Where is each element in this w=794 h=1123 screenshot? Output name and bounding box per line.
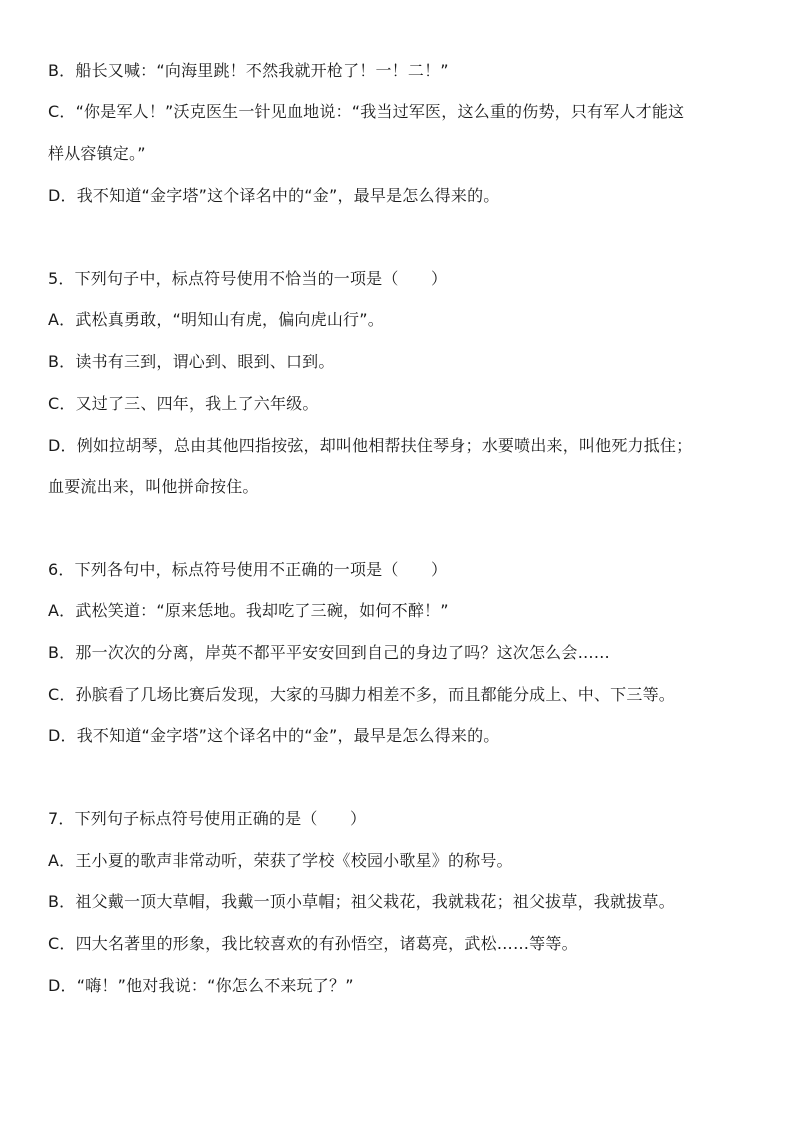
question-5-stem: 5．下列句子中，标点符号使用不恰当的一项是（ ） bbox=[48, 269, 448, 288]
q5-option-c: C．又过了三、四年，我上了六年级。 bbox=[48, 394, 319, 413]
q6-option-b: B．那一次次的分离，岸英不都平平安安回到自己的身边了吗？这次怎么会…… bbox=[48, 643, 610, 662]
q5-option-d-continued: 血要流出来，叫他拼命按住。 bbox=[48, 477, 259, 496]
q5-option-d: D．例如拉胡琴，总由其他四指按弦，却叫他相帮扶住琴身；水要喷出来，叫他死力抵住； bbox=[48, 436, 693, 455]
q6-option-c: C．孙膑看了几场比赛后发现，大家的马脚力相差不多，而且都能分成上、中、下三等。 bbox=[48, 685, 675, 704]
q7-option-a: A．王小夏的歌声非常动听，荣获了学校《校园小歌星》的称号。 bbox=[48, 851, 513, 870]
q6-option-a: A．武松笑道：“原来恁地。我却吃了三碗，如何不醉！” bbox=[48, 601, 449, 620]
question-6-stem: 6．下列各句中，标点符号使用不正确的一项是（ ） bbox=[48, 560, 448, 579]
q5-option-a: A．武松真勇敢，“明知山有虎，偏向虎山行”。 bbox=[48, 310, 384, 329]
q6-option-d: D．我不知道“金字塔”这个译名中的“金”，最早是怎么得来的。 bbox=[48, 726, 500, 745]
question-7-stem: 7．下列句子标点符号使用正确的是（ ） bbox=[48, 809, 367, 828]
q4-option-b: B．船长又喊：“向海里跳！不然我就开枪了！一！二！” bbox=[48, 61, 449, 80]
q4-option-c-continued: 样从容镇定。” bbox=[48, 144, 146, 163]
q5-option-b: B．读书有三到，谓心到、眼到、口到。 bbox=[48, 352, 335, 371]
q4-option-c: C．“你是军人！”沃克医生一针见血地说：“我当过军医，这么重的伤势，只有军人才能这 bbox=[48, 102, 685, 121]
q7-option-c: C．四大名著里的形象，我比较喜欢的有孙悟空，诸葛亮，武松……等等。 bbox=[48, 934, 578, 953]
q4-option-d: D．我不知道“金字塔”这个译名中的“金”，最早是怎么得来的。 bbox=[48, 186, 500, 205]
q7-option-d: D．“嗨！”他对我说：“你怎么不来玩了？” bbox=[48, 976, 354, 995]
q7-option-b: B．祖父戴一顶大草帽，我戴一顶小草帽；祖父栽花，我就栽花；祖父拔草，我就拔草。 bbox=[48, 892, 675, 911]
